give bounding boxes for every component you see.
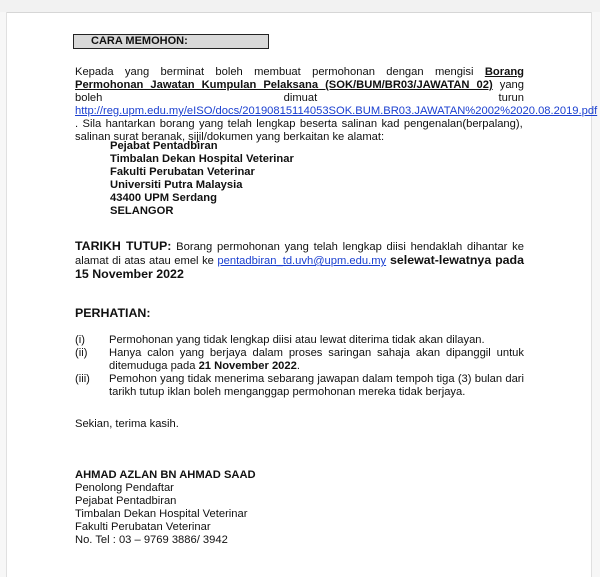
sign-off: Sekian, terima kasih. — [75, 418, 179, 430]
closing-label: TARIKH TUTUP: — [75, 239, 172, 253]
section-heading: CARA MEMOHON: — [73, 34, 269, 49]
signature-line: Pejabat Pentadbiran — [75, 495, 177, 507]
address-line: SELANGOR — [110, 205, 174, 217]
viewer-top-bar — [0, 0, 600, 13]
notice-item-text: Permohonan yang tidak lengkap diisi atau lewat diterima tidak akan dilayan. — [109, 334, 485, 346]
mailing-address — [110, 140, 294, 218]
form-download-link[interactable]: http://reg.upm.edu.my/eISO/docs/20190815114053SOK.BUM.BR03.JAWATAN%2002%2020.08.2019.pdf — [75, 105, 598, 117]
closing-date-paragraph — [75, 240, 524, 282]
signatory-name: AHMAD AZLAN BN AHMAD SAAD — [75, 469, 256, 481]
viewer-left-edge — [0, 12, 7, 577]
notice-item-text: Pemohon yang tidak menerima sebarang jawapan dalam tempoh tiga (3) bulan dari tarikh tutup iklan boleh menganggap permohonan mereka tidak berjaya. — [109, 373, 524, 398]
intro-post: . Sila hantarkan borang yang telah lengkap beserta salinan kad pengenalan(berpalang), salinan surat beranak, sijil/dokumen yang berkaitan ke alamat: — [75, 118, 523, 143]
viewer-right-edge — [591, 12, 600, 577]
address-line: 43400 UPM Serdang — [110, 192, 217, 204]
notice-item-body: Hanya calon yang berjaya dalam proses saringan sahaja akan dipanggil untuk ditemuduga pada — [109, 347, 524, 372]
address-line: Pejabat Pentadbiran — [110, 140, 218, 152]
address-line: Universiti Putra Malaysia — [110, 179, 243, 191]
signature-line: No. Tel : 03 – 9769 3886/ 3942 — [75, 534, 228, 546]
address-line: Fakulti Perubatan Veterinar — [110, 166, 255, 178]
closing-text: Borang permohonan yang telah lengkap diisi hendaklah dihantar ke alamat di atas atau emel ke — [75, 241, 524, 267]
notice-item-number: (ii) — [75, 347, 88, 359]
signature-line: Penolong Pendaftar — [75, 482, 174, 494]
notice-item-number: (iii) — [75, 373, 90, 385]
address-line: Timbalan Dekan Hospital Veterinar — [110, 153, 294, 165]
signature-line: Fakulti Perubatan Veterinar — [75, 521, 211, 533]
notice-item-end: . — [296, 360, 300, 372]
interview-date: 21 November 2022 — [198, 360, 297, 372]
email-link[interactable]: pentadbiran_td.uvh@upm.edu.my — [217, 255, 387, 267]
closing-deadline: selewat-lewatnya pada 15 November 2022 — [75, 253, 524, 281]
intro-mid: yang boleh dimuat turun — [75, 79, 524, 104]
form-name: Borang Permohonan Jawatan Kumpulan Pelaksana (SOK/BUM/BR03/JAWATAN 02) — [75, 66, 524, 91]
intro-pre: Kepada yang berminat boleh membuat permohonan dengan mengisi — [75, 66, 485, 78]
notice-title: PERHATIAN: — [75, 306, 151, 320]
notice-item-number: (i) — [75, 334, 85, 346]
signature-line: Timbalan Dekan Hospital Veterinar — [75, 508, 248, 520]
intro-paragraph — [75, 66, 598, 144]
notice-item-text — [109, 347, 524, 373]
signature-block — [75, 469, 256, 547]
